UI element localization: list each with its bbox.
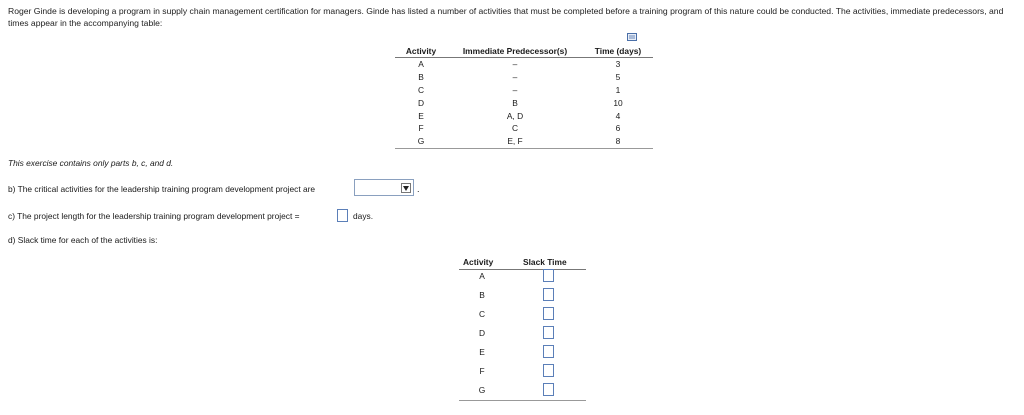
time-cell: 8 — [583, 135, 653, 148]
header-activity: Activity — [395, 44, 447, 58]
table-row — [459, 366, 586, 385]
predecessor-cell: B — [512, 97, 518, 108]
slack-input-g[interactable] — [543, 383, 554, 396]
header-time: Time (days) — [583, 44, 653, 58]
predecessor-cell: – — [512, 84, 518, 95]
part-b-prompt: b) The critical activities for the leadership training program development project are — [8, 184, 316, 194]
table-row — [459, 347, 586, 366]
activity-cell: C — [417, 84, 425, 95]
activity-cell: A — [418, 59, 424, 70]
predecessor-cell: A, D — [506, 110, 524, 121]
header-activity: Activity — [463, 257, 494, 267]
activity-label: C — [478, 309, 486, 319]
activity-label: G — [478, 385, 486, 395]
table-row — [459, 271, 586, 290]
predecessor-cell: E, F — [447, 135, 583, 148]
header-predecessors: Immediate Predecessor(s) — [447, 44, 583, 58]
table-row — [395, 71, 653, 84]
predecessor-cell: – — [512, 72, 518, 83]
activity-cell: F — [418, 123, 424, 134]
table-row — [459, 309, 586, 328]
predecessor-cell: – — [512, 59, 518, 70]
table-row — [459, 385, 586, 404]
time-cell: 6 — [615, 123, 621, 134]
table-row — [459, 328, 586, 347]
time-cell: 10 — [613, 97, 623, 108]
activity-cell: G — [395, 135, 447, 148]
slack-table-header — [459, 255, 586, 270]
predecessor-cell: C — [511, 123, 519, 134]
exercise-note: This exercise contains only parts b, c, and d. — [8, 158, 174, 168]
activity-label: B — [479, 290, 485, 300]
slack-input-d[interactable] — [543, 326, 554, 339]
table-row — [395, 84, 653, 97]
activity-cell: D — [417, 97, 425, 108]
part-b-period: . — [417, 184, 420, 194]
slack-input-c[interactable] — [543, 307, 554, 320]
table-row — [395, 109, 653, 122]
chevron-down-icon[interactable] — [401, 183, 411, 193]
slack-input-f[interactable] — [543, 364, 554, 377]
time-cell: 3 — [615, 59, 621, 70]
time-cell: 1 — [615, 84, 621, 95]
slack-input-b[interactable] — [543, 288, 554, 301]
activity-table — [395, 44, 653, 149]
days-unit: days. — [353, 211, 374, 221]
project-length-input[interactable] — [337, 209, 348, 222]
header-slack-time: Slack Time — [523, 257, 567, 267]
table-row — [395, 122, 653, 135]
table-row — [459, 290, 586, 309]
activity-cell: B — [418, 72, 424, 83]
table-row — [395, 135, 653, 148]
table-row — [395, 58, 653, 71]
part-d-prompt: d) Slack time for each of the activities is: — [8, 235, 158, 245]
document-icon[interactable] — [627, 33, 637, 41]
part-c-prompt: c) The project length for the leadership training program development project = — [8, 211, 300, 221]
activity-label: D — [478, 328, 486, 338]
activity-label: A — [479, 271, 485, 281]
slack-input-e[interactable] — [543, 345, 554, 358]
table-row — [395, 96, 653, 109]
activity-label: F — [479, 366, 485, 376]
problem-statement: Roger Ginde is developing a program in supply chain management certification for managers. Ginde has listed a number of activities that must be completed before a training program of this nature could be conducted. The activities, immediate predecessors, and times appear in the accompanying table: — [8, 6, 1004, 28]
time-cell: 4 — [615, 110, 621, 121]
table-divider — [459, 400, 586, 401]
slack-input-a[interactable] — [543, 269, 554, 282]
time-cell: 5 — [615, 72, 621, 83]
activity-cell: E — [418, 110, 424, 121]
activity-label: E — [479, 347, 485, 357]
critical-activities-dropdown[interactable] — [354, 179, 414, 196]
